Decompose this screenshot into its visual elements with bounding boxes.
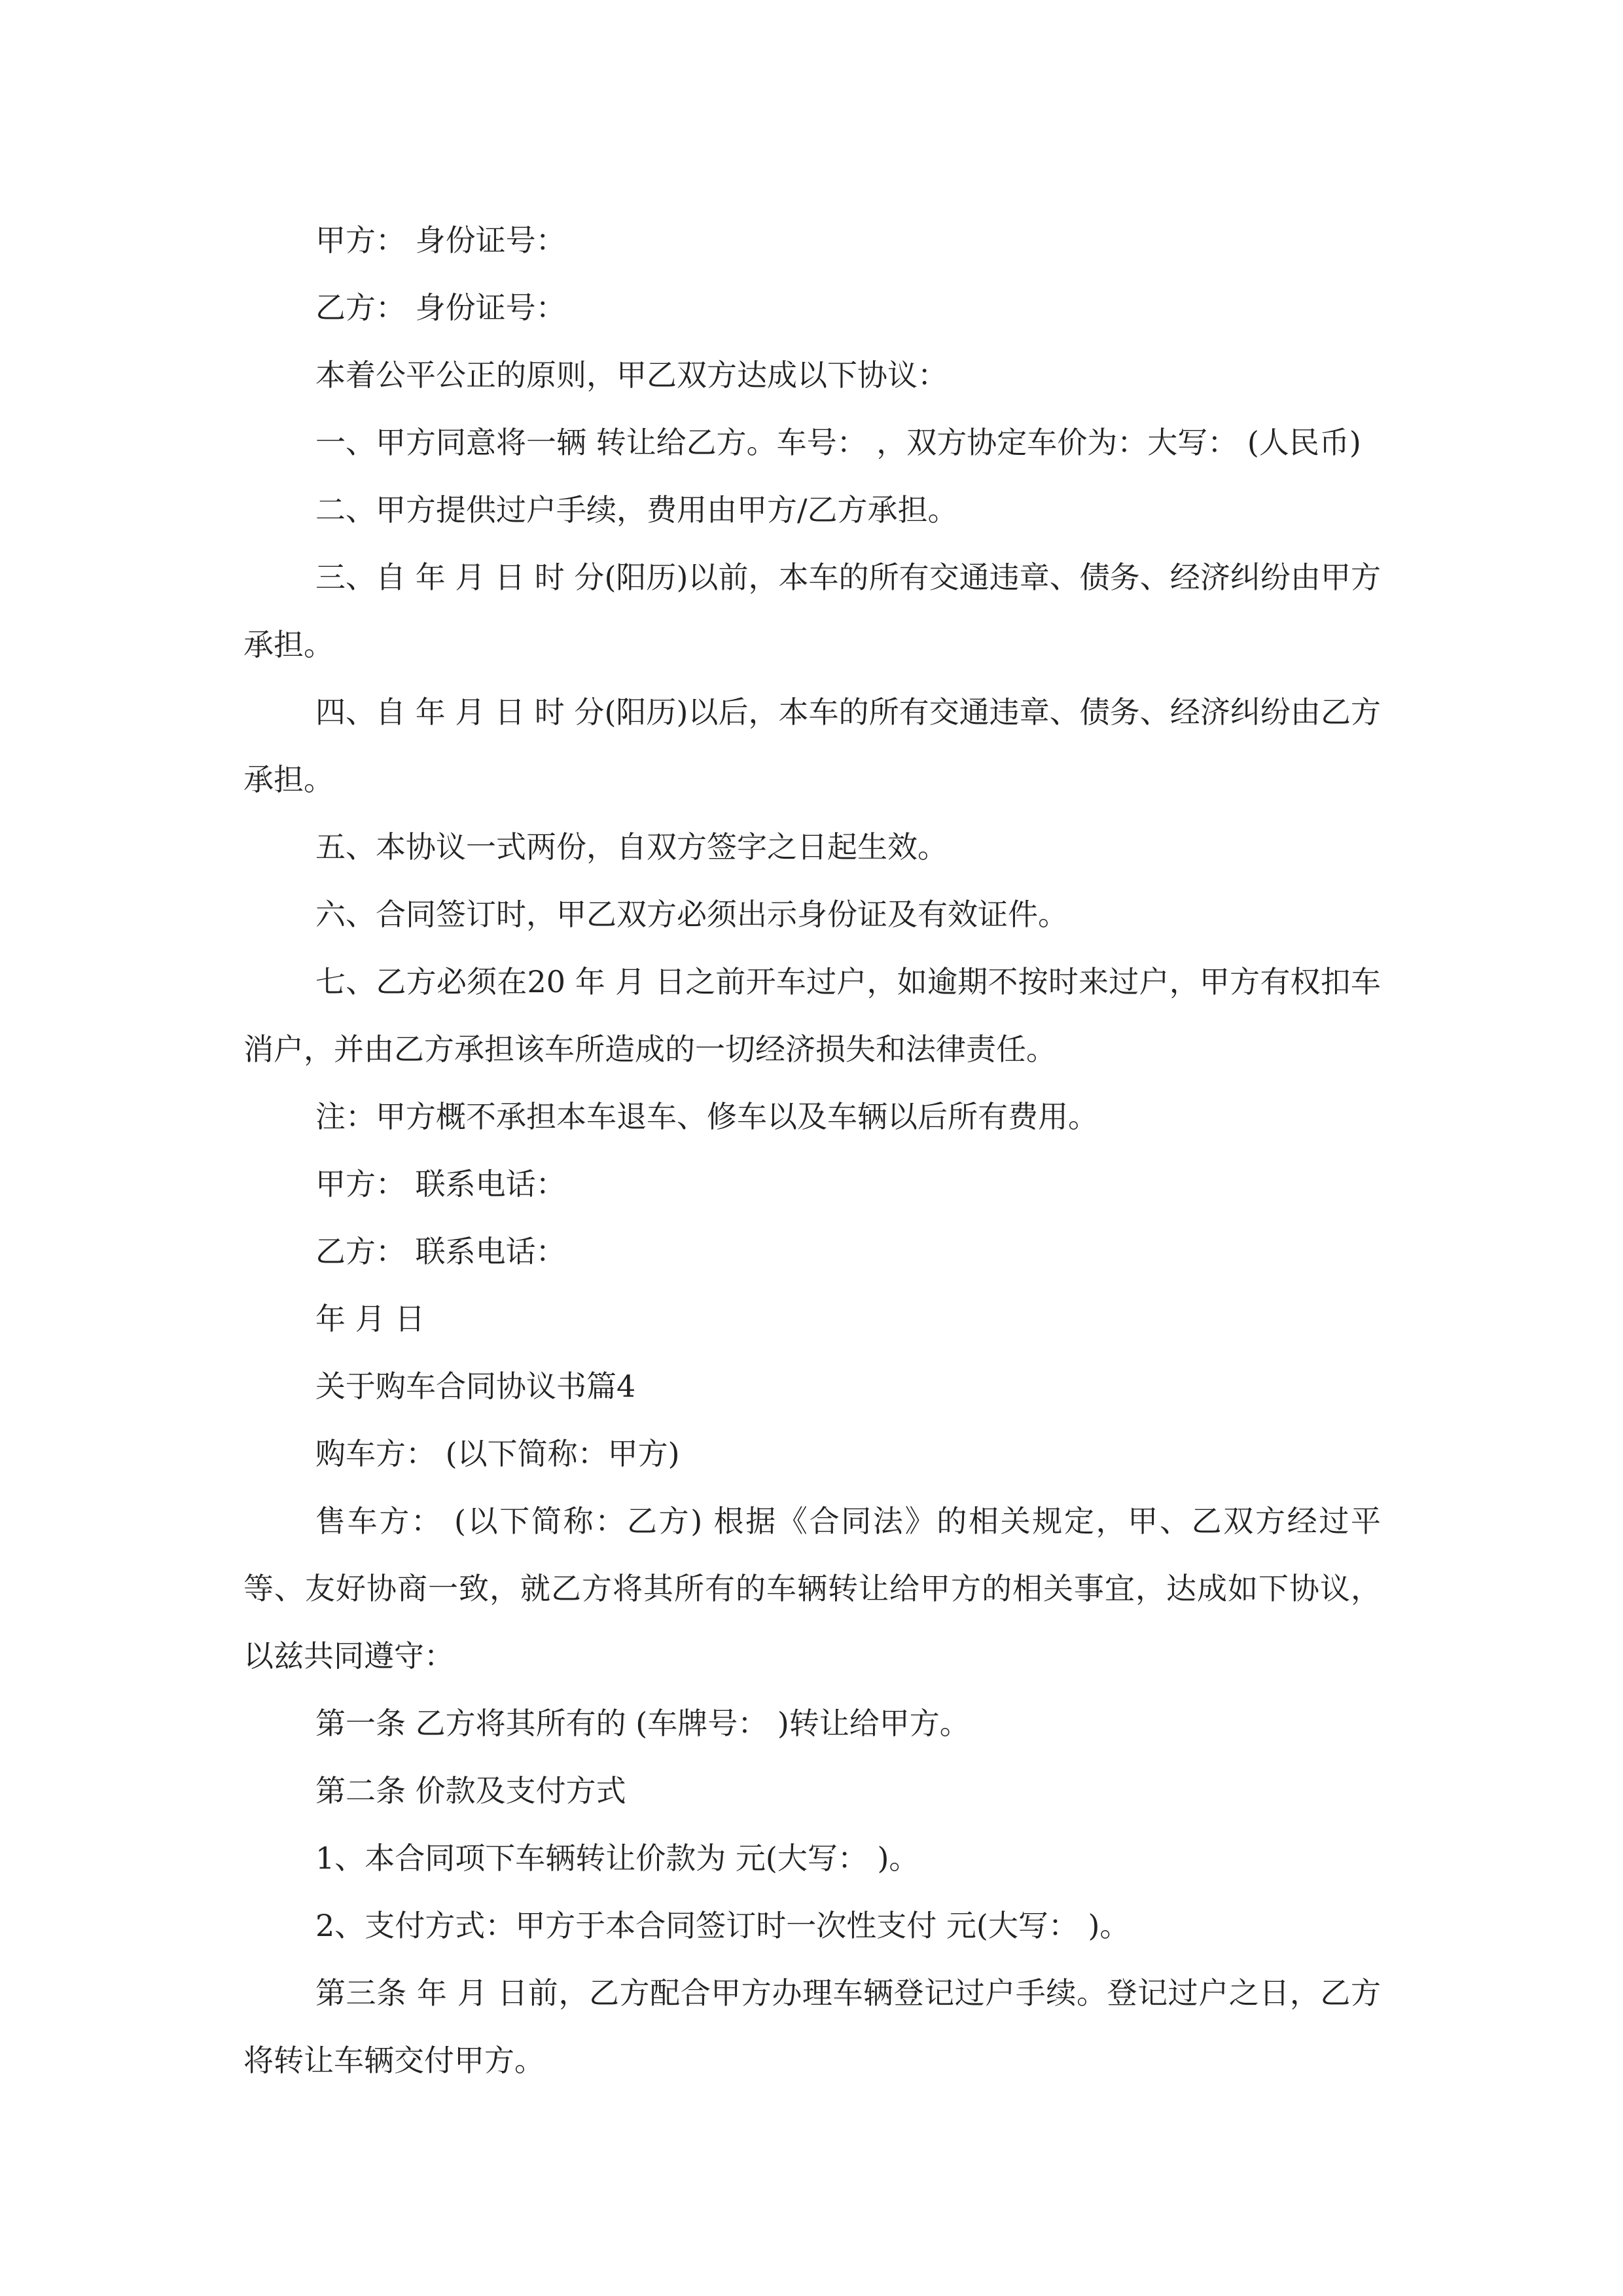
clause-4: 四、自 年 月 日 时 分(阳历)以后，本车的所有交通违章、债务、经济纠纷由乙方承担。 — [243, 694, 1381, 797]
agreement-intro: 本着公平公正的原则，甲乙双方达成以下协议： — [315, 357, 948, 393]
clause-5: 五、本协议一式两份，自双方签字之日起生效。 — [315, 829, 948, 865]
article-2-item-1: 1、本合同项下车辆转让价款为 元(大写： )。 — [315, 1840, 919, 1876]
clause-2: 二、甲方提供过户手续，费用由甲方/乙方承担。 — [315, 492, 958, 528]
clause-1: 一、甲方同意将一辆 转让给乙方。车号： ，双方协定车价为：大写： (人民币) — [315, 425, 1361, 460]
article-3: 第三条 年 月 日前，乙方配合甲方办理车辆登记过户手续。登记过户之日，乙方将转让车辆交付甲方。 — [243, 1975, 1381, 2078]
date-line: 年 月 日 — [315, 1301, 425, 1336]
document-body — [243, 207, 1381, 2094]
party-b-phone-line: 乙方： 联系电话： — [315, 1234, 566, 1269]
clause-6: 六、合同签订时，甲乙双方必须出示身份证及有效证件。 — [315, 897, 1068, 932]
party-a-id-line: 甲方： 身份证号： — [315, 223, 566, 258]
clause-7: 七、乙方必须在20 年 月 日之前开车过户，如逾期不按时来过户，甲方有权扣车消户，并由乙方承担该车所造成的一切经济损失和法律责任。 — [243, 964, 1381, 1067]
party-a-phone-line: 甲方： 联系电话： — [315, 1166, 566, 1202]
seller-intro: 售车方： (以下简称：乙方) 根据《合同法》的相关规定，甲、乙双方经过平等、友好协商一致，就乙方将其所有的车辆转让给甲方的相关事宜，达成如下协议，以兹共同遵守： — [243, 1503, 1381, 1674]
article-2-item-2: 2、支付方式：甲方于本合同签订时一次性支付 元(大写： )。 — [315, 1908, 1130, 1943]
party-b-id-line: 乙方： 身份证号： — [315, 290, 566, 325]
buyer-line: 购车方： (以下简称：甲方) — [315, 1436, 680, 1471]
article-2-heading: 第二条 价款及支付方式 — [315, 1773, 626, 1808]
clause-3: 三、自 年 月 日 时 分(阳历)以前，本车的所有交通违章、债务、经济纠纷由甲方承担。 — [243, 560, 1381, 662]
article-1: 第一条 乙方将其所有的 (车牌号： )转让给甲方。 — [315, 1706, 970, 1741]
section-heading: 关于购车合同协议书篇4 — [315, 1369, 636, 1404]
note: 注：甲方概不承担本车退车、修车以及车辆以后所有费用。 — [315, 1099, 1098, 1134]
